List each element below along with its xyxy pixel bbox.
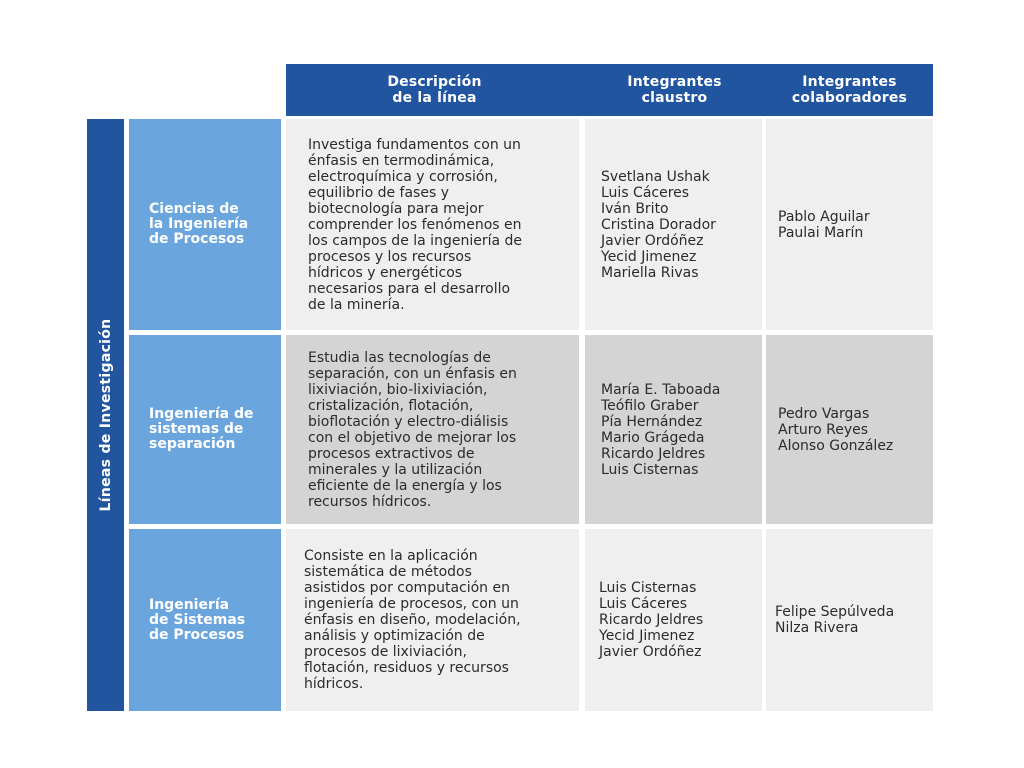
side-label-text: Líneas de Investigación bbox=[97, 318, 114, 512]
description-cell-row-3 bbox=[286, 529, 579, 711]
claustro-cell-row-3 bbox=[585, 529, 762, 711]
colaboradores-text: Pedro Vargas Arturo Reyes Alonso González bbox=[778, 405, 894, 454]
colaboradores-text: Pablo Aguilar Paulai Marín bbox=[778, 208, 870, 241]
description-text: Estudia las tecnologías de separación, con un énfasis en lixiviación, bio-lixiviación, cristalización, flotación, bioflotación y electro-diálisis con el objetivo de mejorar los procesos extractivos de minerales y la utilización eficiente de la energía y los recursos hídricos. bbox=[308, 349, 517, 510]
line-name-row-1 bbox=[129, 119, 281, 330]
line-name-text: Ingeniería de sistemas de separación bbox=[149, 406, 254, 452]
description-cell-row-2 bbox=[286, 335, 579, 524]
description-text: Investiga fundamentos con un énfasis en termodinámica, electroquímica y corrosión, equilibrio de fases y biotecnología para mejor comprender los fenómenos en los campos de la ingeniería de procesos y los recursos hídricos y energéticos necesarios para el desarrollo de la minería. bbox=[308, 136, 522, 313]
side-label-bar bbox=[87, 119, 124, 711]
header-colaboradores bbox=[766, 64, 933, 116]
line-name-text: Ciencias de la Ingeniería de Procesos bbox=[149, 201, 249, 247]
colaboradores-cell-row-1 bbox=[766, 119, 933, 330]
colaboradores-text: Felipe Sepúlveda Nilza Rivera bbox=[775, 604, 895, 636]
claustro-cell-row-1 bbox=[585, 119, 762, 330]
claustro-text: Luis Cisternas Luis Cáceres Ricardo Jeldres Yecid Jimenez Javier Ordóñez bbox=[599, 580, 704, 660]
header-description-label: Descripción de la línea bbox=[387, 74, 482, 106]
claustro-text: María E. Taboada Teófilo Graber Pía Hernández Mario Grágeda Ricardo Jeldres Luis Cisternas bbox=[601, 381, 721, 478]
header-claustro-label: Integrantes claustro bbox=[627, 74, 722, 106]
line-name-row-3 bbox=[129, 529, 281, 711]
colaboradores-cell-row-3 bbox=[766, 529, 933, 711]
line-name-row-2 bbox=[129, 335, 281, 524]
line-name-text: Ingeniería de Sistemas de Procesos bbox=[149, 596, 246, 643]
description-cell-row-1 bbox=[286, 119, 579, 330]
header-colaboradores-label: Integrantes colaboradores bbox=[791, 74, 908, 106]
claustro-text: Svetlana Ushak Luis Cáceres Iván Brito Cristina Dorador Javier Ordóñez Yecid Jimenez Mariella Rivas bbox=[601, 168, 716, 281]
colaboradores-cell-row-2 bbox=[766, 335, 933, 524]
header-description bbox=[286, 64, 583, 116]
claustro-cell-row-2 bbox=[585, 335, 762, 524]
header-claustro bbox=[583, 64, 766, 116]
description-text: Consiste en la aplicación sistemática de métodos asistidos por computación en ingeniería de procesos, con un énfasis en diseño, modelación, análisis y optimización de procesos de lixiviación, flotación, residuos y recursos hídricos. bbox=[304, 548, 521, 692]
